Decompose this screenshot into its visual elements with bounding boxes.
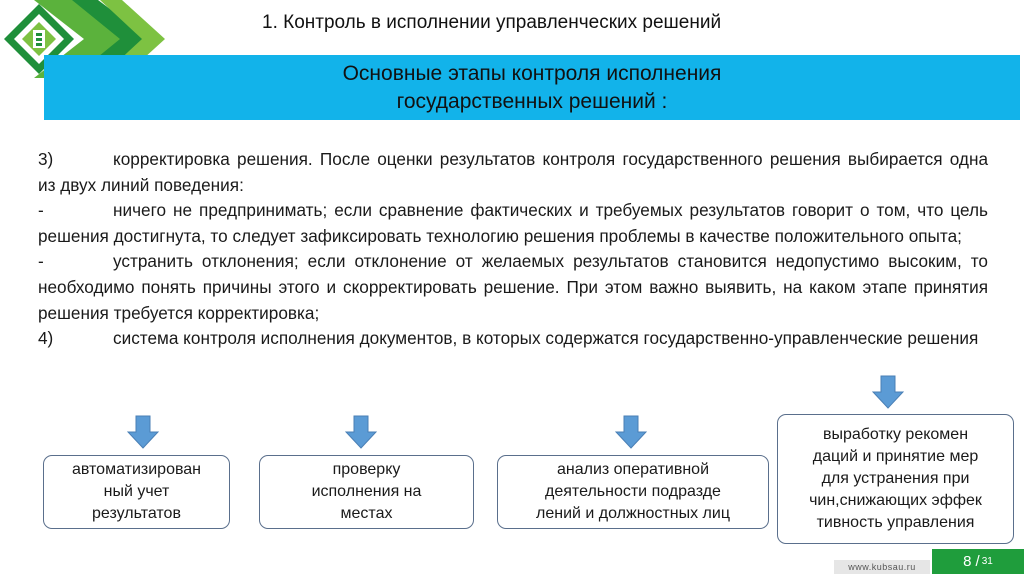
slide-title: 1. Контроль в исполнении управленческих решений xyxy=(262,12,722,33)
item-text: ничего не предпринимать; если сравнение фактических и требуемых результатов говорит о том, что цель решения достигнута, то следует зафиксировать технологию решения проблемы в качестве положительного опыта; xyxy=(38,200,988,246)
current-page: 8 xyxy=(963,553,972,570)
method-box: анализ оперативной деятельности подразде лений и должностных лиц xyxy=(497,455,769,529)
page-number xyxy=(932,549,1024,574)
method-box: автоматизирован ный учет результатов xyxy=(43,455,230,529)
paragraph-item xyxy=(38,198,988,249)
section-banner xyxy=(44,55,1020,120)
item-text: корректировка решения. После оценки результатов контроля государственного решения выбирается одна из двух линий поведения: xyxy=(38,149,988,195)
page-separator: / xyxy=(975,553,980,570)
paragraph-item xyxy=(38,326,988,352)
arrow-down-icon xyxy=(127,415,159,449)
method-box: проверку исполнения на местах xyxy=(259,455,474,529)
paragraph-item xyxy=(38,249,988,326)
item-marker: 4) xyxy=(38,328,54,349)
arrow-down-icon xyxy=(345,415,377,449)
banner-line-2: государственных решений : xyxy=(396,89,668,113)
method-box: выработку рекомен даций и принятие мер для устранения при чин,снижающих эффек тивность управления xyxy=(777,414,1014,544)
arrow-down-icon xyxy=(615,415,647,449)
paragraph-item xyxy=(38,147,988,198)
total-pages: 31 xyxy=(981,556,993,567)
body-text xyxy=(38,147,988,352)
item-text: устранить отклонения; если отклонение от желаемых результатов становится недопустимо высоким, то необходимо понять причины этого и скорректировать решение. При этом важно выявить, на каком этапе принятия решения требуется корректировка; xyxy=(38,251,988,323)
item-marker: - xyxy=(38,200,44,221)
item-text: система контроля исполнения документов, в которых содержатся государственно-управленческие решения xyxy=(113,328,979,349)
banner-line-1: Основные этапы контроля исполнения xyxy=(342,61,722,85)
item-marker: - xyxy=(38,251,44,272)
item-marker: 3) xyxy=(38,149,54,169)
footer-website: www.kubsau.ru xyxy=(834,560,930,574)
arrow-down-icon xyxy=(872,375,904,409)
